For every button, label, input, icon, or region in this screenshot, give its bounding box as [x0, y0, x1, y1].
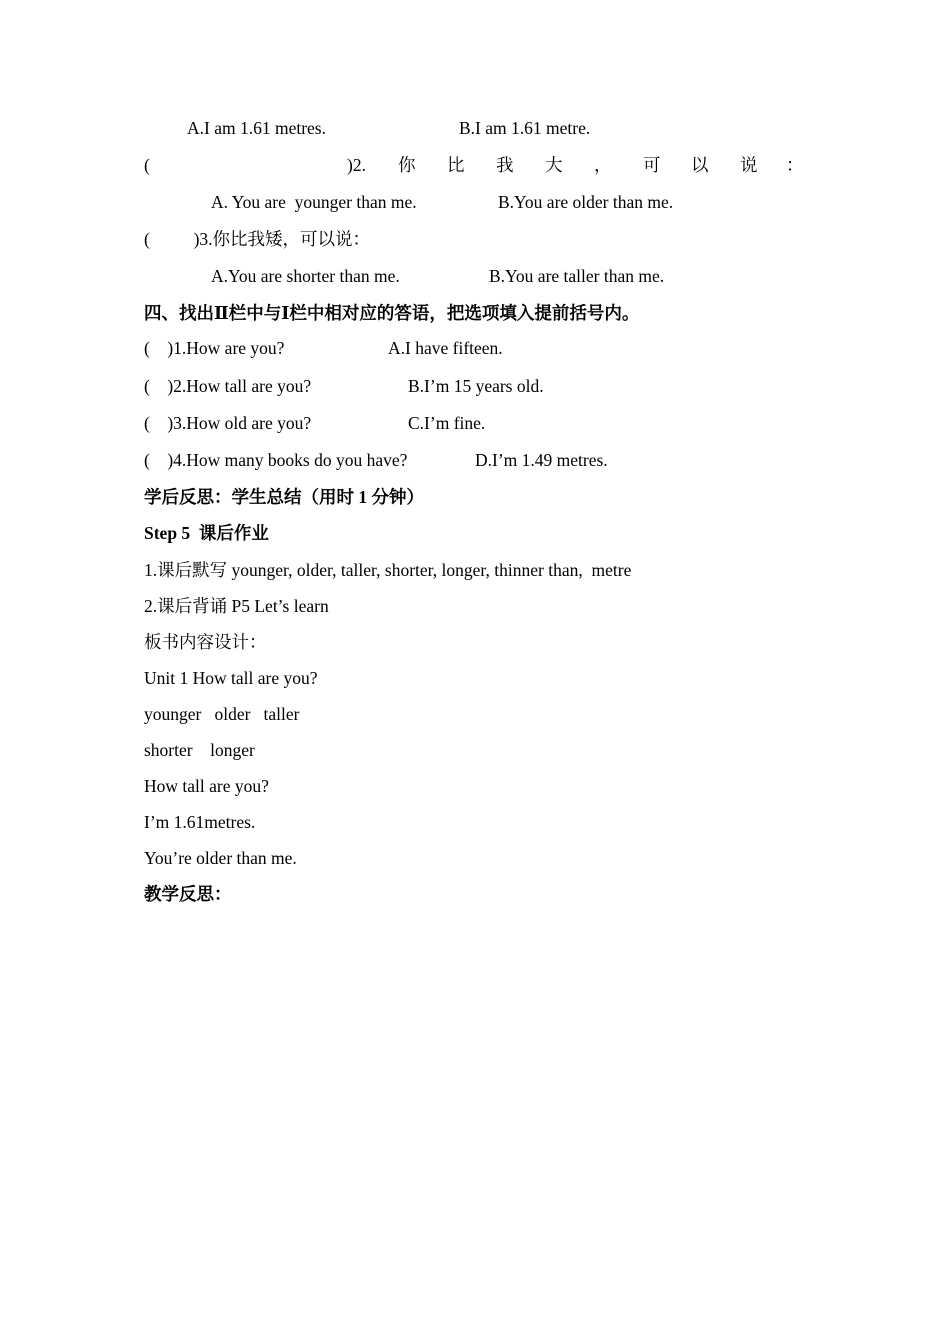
board-design-title: 板书内容设计： [144, 632, 267, 652]
q1-option-a: A.I am 1.61 metres. [187, 118, 326, 138]
section4-title: 四、找出Ⅱ栏中与Ⅰ栏中相对应的答语，把选项填入提前括号内。 [144, 303, 640, 323]
q2-char: 你 [398, 155, 416, 175]
q2-char: 我 [496, 155, 514, 175]
q2-char: 说 [740, 155, 758, 175]
board-line: How tall are you? [144, 776, 269, 796]
q2-option-b: B.You are older than me. [498, 192, 674, 212]
q2-paren: ( [144, 155, 150, 175]
q2-char: 比 [447, 155, 465, 175]
teaching-reflection-heading: 教学反思： [144, 884, 232, 904]
q2-char: ： [786, 155, 804, 175]
match-answer: C.I’m fine. [408, 413, 486, 433]
q2-char: 大 [545, 155, 563, 175]
homework-item-2: 2.课后背诵 P5 Let’s learn [144, 596, 329, 616]
q2-option-a: A. You are younger than me. [211, 192, 417, 212]
reflection-heading: 学后反思：学生总结（用时 1 分钟） [144, 487, 424, 507]
board-line: younger older taller [144, 704, 300, 724]
board-line: shorter longer [144, 740, 255, 760]
board-line: You’re older than me. [144, 848, 297, 868]
q2-number: )2. [347, 155, 366, 175]
board-line: Unit 1 How tall are you? [144, 668, 318, 688]
match-answer: A.I have fifteen. [388, 338, 503, 358]
match-question: ( )2.How tall are you? [144, 376, 312, 396]
match-answer: B.I’m 15 years old. [408, 376, 544, 396]
q3-option-b: B.You are taller than me. [489, 266, 665, 286]
board-line: I’m 1.61metres. [144, 812, 256, 832]
q1-option-b: B.I am 1.61 metre. [459, 118, 591, 138]
step5-title: Step 5 课后作业 [144, 523, 269, 543]
q2-char: 可 [643, 155, 661, 175]
match-question: ( )4.How many books do you have? [144, 450, 408, 470]
homework-item-1: 1.课后默写 younger, older, taller, shorter, longer, thinner than, metre [144, 560, 632, 580]
q3-stem: ( )3.你比我矮，可以说： [144, 229, 371, 249]
q2-char: ， [594, 155, 612, 175]
q3-option-a: A.You are shorter than me. [211, 266, 400, 286]
match-answer: D.I’m 1.49 metres. [475, 450, 608, 470]
match-question: ( )1.How are you? [144, 338, 285, 358]
match-question: ( )3.How old are you? [144, 413, 312, 433]
q2-char: 以 [691, 155, 709, 175]
